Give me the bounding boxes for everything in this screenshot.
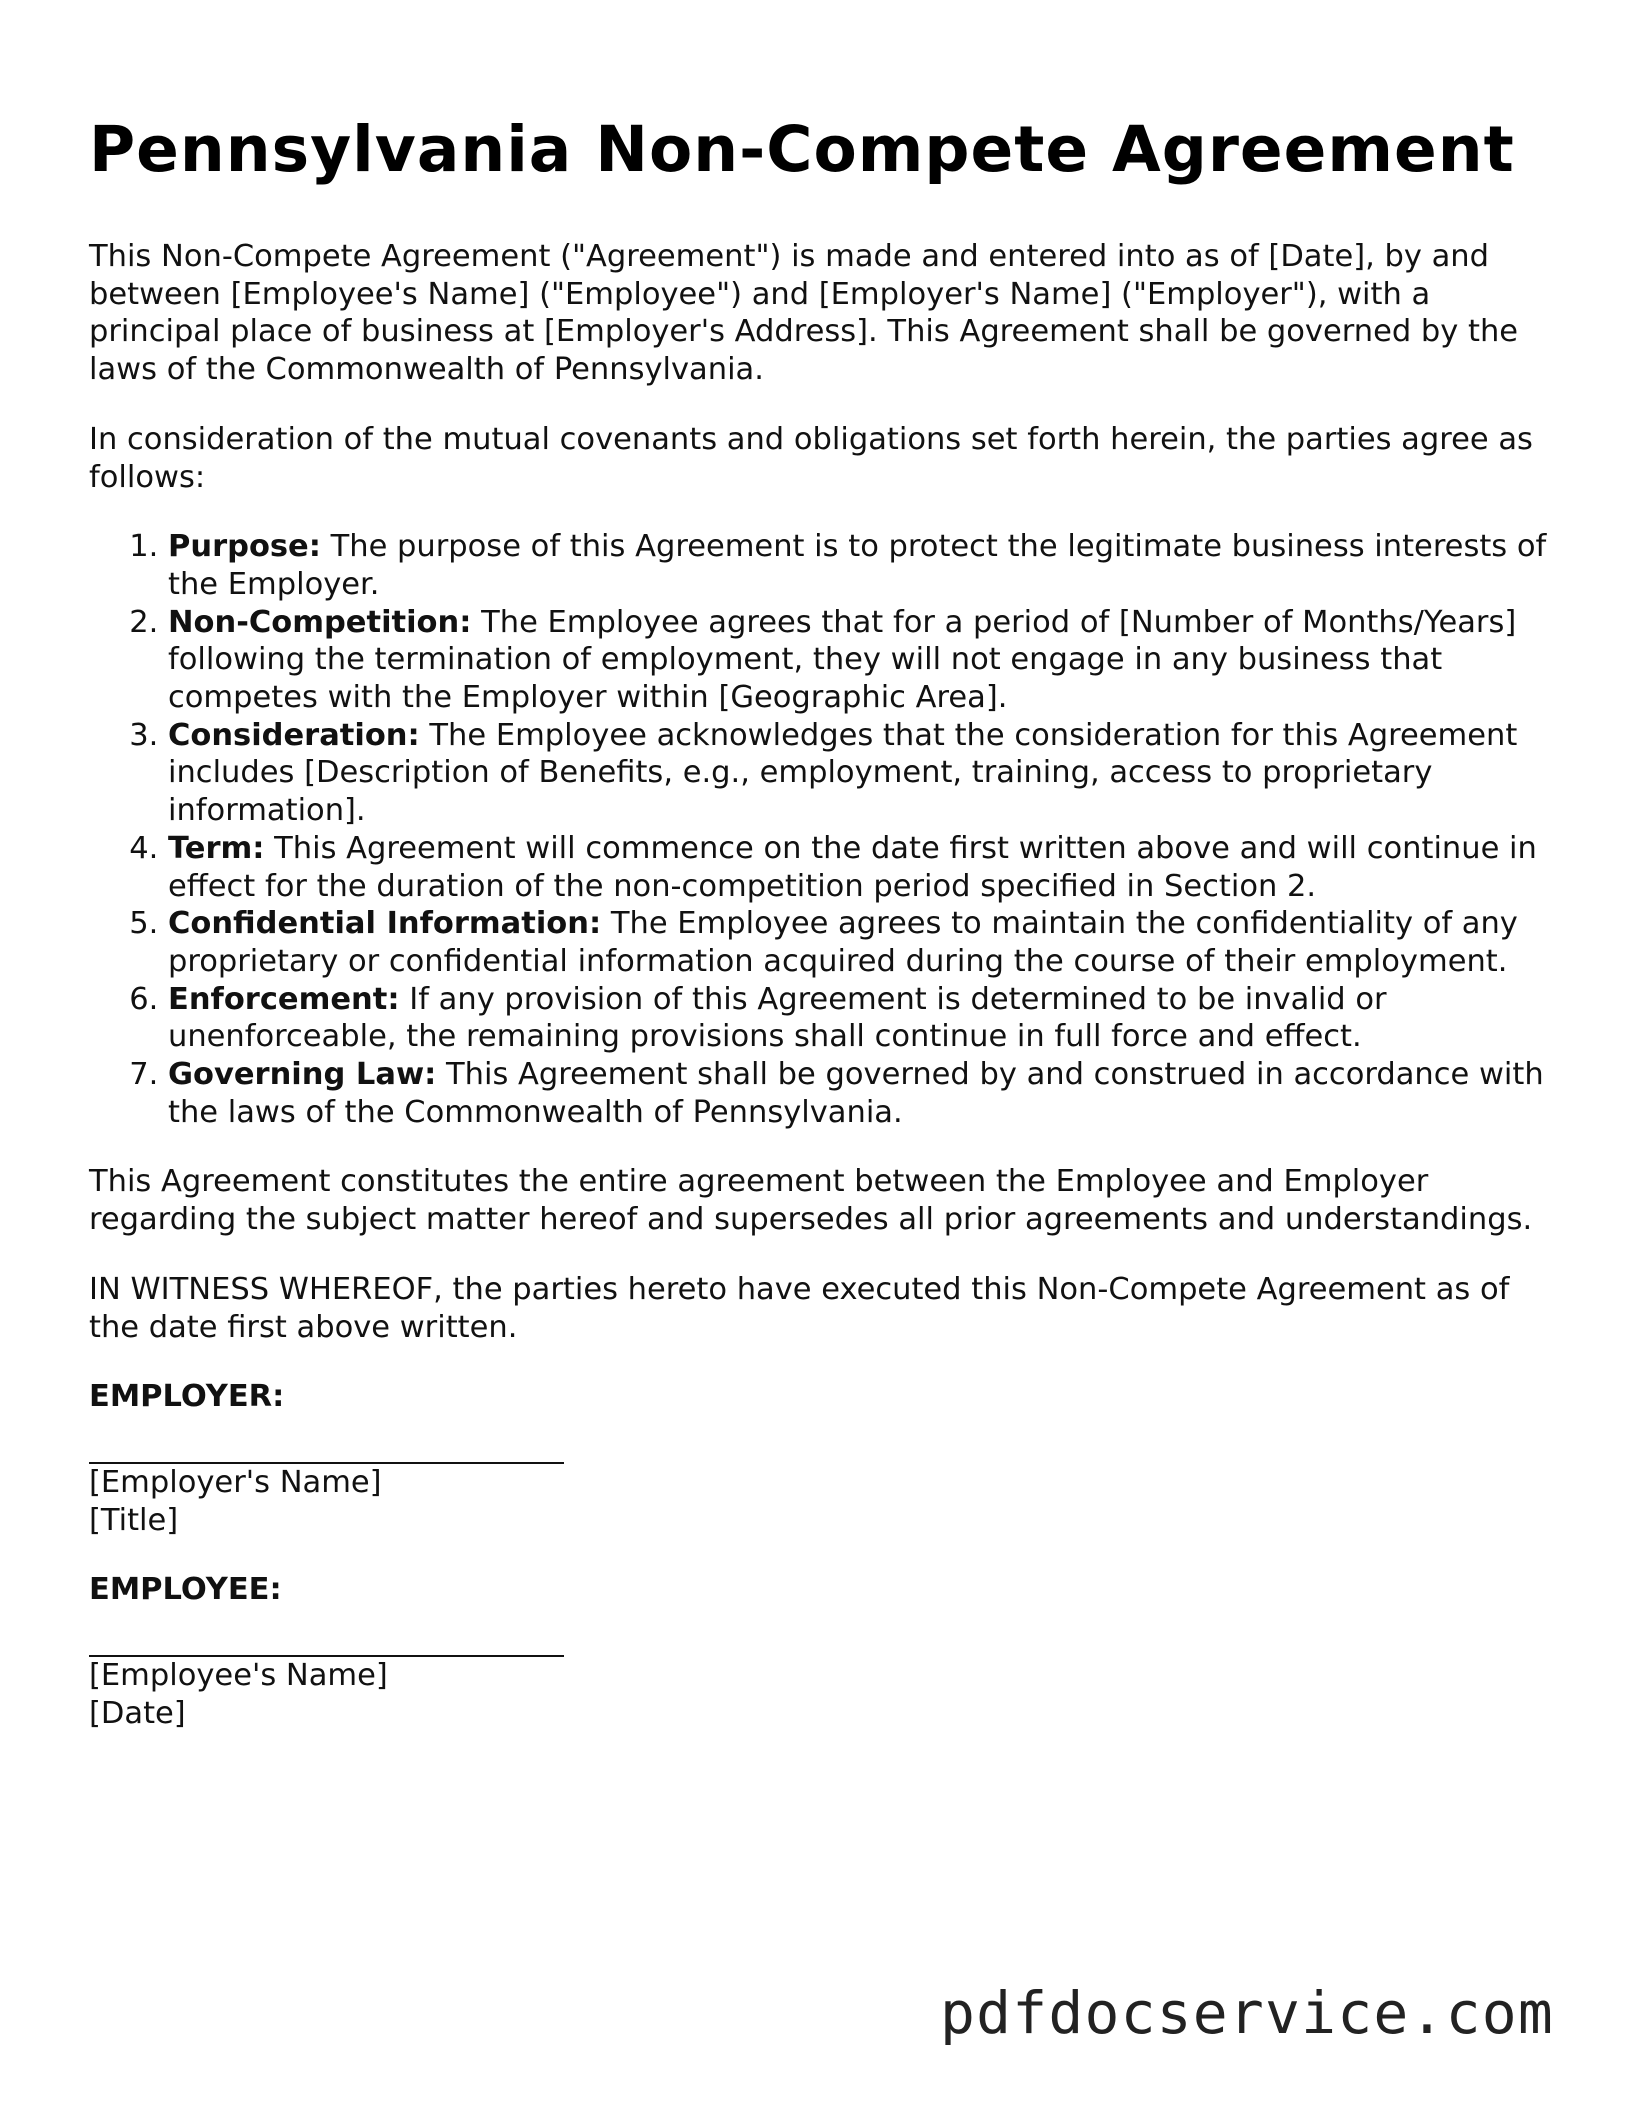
section-heading: Confidential Information: (168, 906, 602, 942)
employer-label: EMPLOYER: (89, 1379, 285, 1415)
intro-paragraph: This Non-Compete Agreement ("Agreement") is made and entered into as of [Date], by and between [Employee's Name] ("Employee") and [Employer's Name] ("Employer"), with a principal place of business at [Employer's Address]. This Agreement shall be governed by the laws of the Commonwealth of Pennsylvania. (89, 239, 1519, 388)
section-text: The Employee acknowledges that the consideration for this Agreement includes [Description of Benefits, e.g., employment, training, access to proprietary information]. (168, 717, 1518, 829)
section-item-term (168, 830, 1549, 905)
section-item-non-competition (168, 604, 1549, 717)
sections-list (89, 528, 1549, 1131)
employer-name: [Employer's Name] (89, 1464, 382, 1500)
section-text: This Agreement will commence on the date first written above and will continue in effect for the duration of the non-competition period specified in Section 2. (168, 830, 1537, 904)
section-heading: Term: (168, 830, 265, 866)
watermark-text: pdfdocservice.com (939, 1979, 1554, 2047)
section-text: The Employee agrees to maintain the confidentiality of any proprietary or confidential information acquired during the course of their employment. (168, 906, 1518, 979)
section-heading: Enforcement: (168, 981, 400, 1017)
employee-date: [Date] (89, 1695, 186, 1731)
section-item-consideration (168, 717, 1549, 830)
witness-paragraph: IN WITNESS WHEREOF, the parties hereto have executed this Non-Compete Agreement as of the date first above written. (89, 1271, 1510, 1345)
consideration-paragraph: In consideration of the mutual covenants and obligations set forth herein, the parties agree as follows: (89, 421, 1533, 495)
employee-label: EMPLOYEE: (89, 1572, 282, 1608)
employer-signature-block (89, 1378, 1549, 1539)
document-page (89, 108, 1549, 1765)
section-text: This Agreement shall be governed by and construed in accordance with the laws of the Commonwealth of Pennsylvania. (168, 1057, 1544, 1130)
employer-title: [Title] (89, 1502, 179, 1538)
section-heading: Governing Law: (168, 1057, 437, 1093)
section-text: If any provision of this Agreement is determined to be invalid or unenforceable, the remaining provisions shall continue in full force and effect. (168, 981, 1387, 1055)
section-item-purpose (168, 528, 1549, 603)
section-text: The purpose of this Agreement is to protect the legitimate business interests of the Employer. (168, 529, 1547, 602)
section-item-enforcement (168, 981, 1549, 1056)
section-heading: Purpose: (168, 529, 321, 565)
section-text: The Employee agrees that for a period of [Number of Months/Years] following the termination of employment, they will not engage in any business that competes with the Employer within [Geographic Area]. (168, 604, 1517, 716)
section-heading: Consideration: (168, 717, 420, 753)
section-item-confidential-information (168, 905, 1549, 980)
document-title: Pennsylvania Non-Compete Agreement (89, 113, 1515, 186)
employee-signature-block (89, 1571, 1549, 1732)
employee-name: [Employee's Name] (89, 1658, 388, 1694)
section-item-governing-law (168, 1056, 1549, 1131)
section-heading: Non-Competition: (168, 604, 472, 640)
entire-agreement-paragraph: This Agreement constitutes the entire agreement between the Employee and Employer regarding the subject matter hereof and supersedes all prior agreements and understandings. (89, 1164, 1533, 1238)
